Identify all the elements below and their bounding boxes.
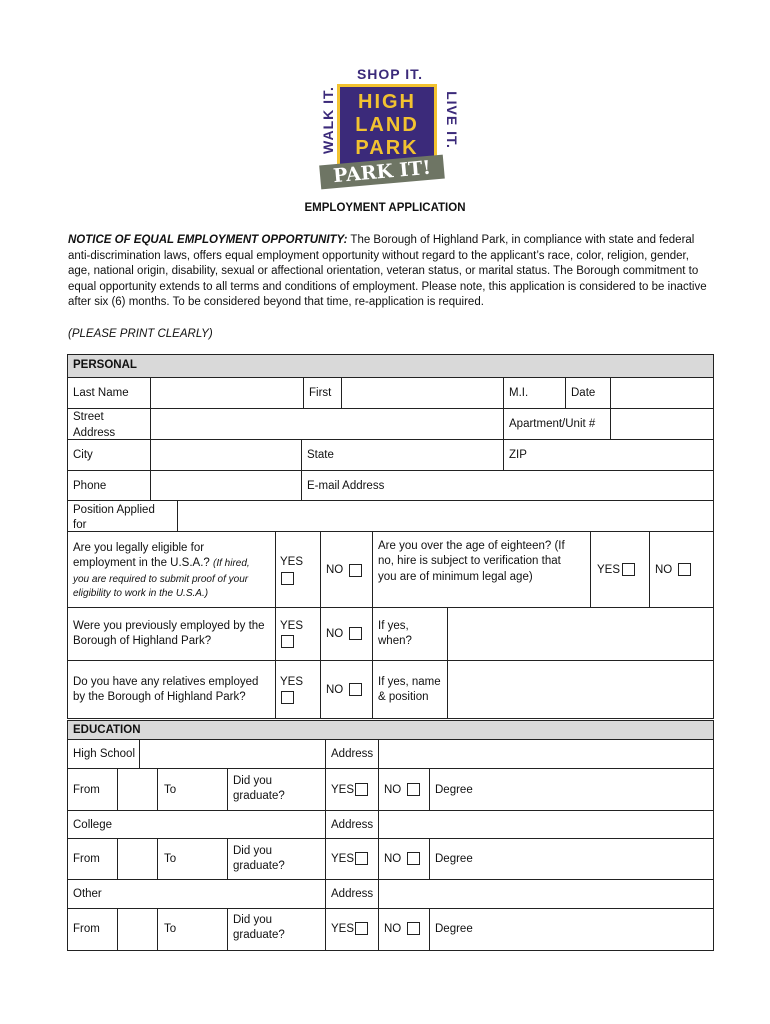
logo: [312, 62, 462, 192]
college-no-checkbox[interactable]: [407, 852, 420, 865]
other-to-label: To: [164, 923, 177, 935]
middle-initial-label: M.I.: [509, 387, 529, 399]
position-label-2: for: [73, 519, 87, 531]
college-degree-label: Degree: [435, 853, 473, 865]
other-no-checkbox[interactable]: [407, 922, 420, 935]
first-name-input[interactable]: [342, 378, 503, 408]
last-name-label: Last Name: [73, 387, 129, 399]
zip-label: ZIP: [509, 449, 527, 461]
rel-no-checkbox[interactable]: [349, 683, 362, 696]
notice-lead: NOTICE OF EQUAL EMPLOYMENT OPPORTUNITY:: [68, 234, 348, 246]
logo-left-text: WALK IT.: [320, 86, 336, 154]
college-address-input[interactable]: [379, 811, 713, 838]
hs-no-checkbox[interactable]: [407, 783, 420, 796]
hs-yes-label: YES: [331, 784, 355, 796]
other-address-label: Address: [331, 888, 374, 900]
college-to-label: To: [164, 853, 177, 865]
date-label: Date: [571, 387, 596, 399]
other-no-label: NO: [384, 923, 402, 935]
apartment-input[interactable]: [611, 409, 713, 439]
age-yes-label: YES: [597, 564, 621, 576]
logo-line-3: PARK: [355, 137, 419, 159]
street-label-2: Address: [73, 427, 116, 439]
personal-header-bg: [67, 355, 714, 377]
logo-right-text: LIVE IT.: [444, 91, 460, 149]
state-label: State: [307, 449, 334, 461]
city-input[interactable]: [151, 440, 301, 470]
college-yes-label: YES: [331, 853, 355, 865]
other-address-input[interactable]: [379, 880, 713, 908]
date-input[interactable]: [611, 378, 713, 408]
phone-label: Phone: [73, 480, 107, 492]
phone-input[interactable]: [151, 471, 301, 500]
college-from-label: From: [73, 853, 100, 865]
last-name-input[interactable]: [151, 378, 303, 408]
college-yes-checkbox[interactable]: [355, 852, 368, 865]
education-header-bg: [67, 721, 714, 739]
other-degree-label: Degree: [435, 923, 473, 935]
logo-banner-text: PARK IT!: [332, 156, 432, 188]
prev-no-checkbox[interactable]: [349, 627, 362, 640]
hs-degree-label: Degree: [435, 784, 473, 796]
college-label: College: [73, 819, 112, 831]
print-clearly-note: (PLEASE PRINT CLEARLY): [68, 328, 213, 340]
rel-name-input[interactable]: [448, 661, 713, 718]
college-no-label: NO: [384, 853, 402, 865]
college-address-label: Address: [331, 819, 374, 831]
education-header: EDUCATION: [73, 724, 141, 736]
logo-line-1: HIGH: [358, 91, 416, 113]
rel-yes-checkbox[interactable]: [281, 691, 294, 704]
email-label: E-mail Address: [307, 480, 385, 492]
street-input[interactable]: [151, 409, 503, 439]
position-input[interactable]: [178, 501, 713, 531]
personal-header: PERSONAL: [73, 359, 137, 371]
other-from-label: From: [73, 923, 100, 935]
other-label: Other: [73, 888, 102, 900]
page-title: EMPLOYMENT APPLICATION: [304, 202, 466, 214]
logo-line-2: LAND: [355, 114, 419, 136]
rel-no-label: NO: [326, 684, 344, 696]
street-label: Street: [73, 411, 104, 423]
city-label: City: [73, 449, 93, 461]
hs-yes-checkbox[interactable]: [355, 783, 368, 796]
high-school-address-input[interactable]: [379, 740, 713, 768]
prev-no-label: NO: [326, 628, 344, 640]
hs-no-label: NO: [384, 784, 402, 796]
other-yes-label: YES: [331, 923, 355, 935]
equal-opportunity-notice: [68, 233, 708, 311]
high-school-input[interactable]: [140, 740, 325, 768]
apartment-label: Apartment/Unit #: [509, 418, 596, 430]
high-school-address-label: Address: [331, 748, 374, 760]
eligible-yes-checkbox[interactable]: [281, 572, 294, 585]
hs-from-label: From: [73, 784, 100, 796]
other-input[interactable]: [68, 880, 325, 908]
eligible-no-checkbox[interactable]: [349, 564, 362, 577]
eligible-no-label: NO: [326, 564, 344, 576]
age-no-label: NO: [655, 564, 673, 576]
eligible-yes-label: YES: [280, 556, 304, 568]
prev-when-input[interactable]: [448, 608, 713, 660]
first-name-label: First: [309, 387, 332, 399]
age-yes-checkbox[interactable]: [622, 563, 635, 576]
hs-to-label: To: [164, 784, 177, 796]
position-label: Position Applied: [73, 504, 155, 516]
high-school-label: High School: [73, 748, 136, 760]
prev-yes-checkbox[interactable]: [281, 635, 294, 648]
notice-body: The Borough of Highland Park, in compliance with state and federal anti-discrimination laws, offers equal employment opportunity without regard to the applicant’s race, color, religion, gender, age, national origin, disability, sexual or affectional orientation, veteran status, or marital status. The Borough commitment to equal opportunity extends to all terms and conditions of employment. Please note, this application is considered to be inactive after six (6) months. To be considered beyond that time, re-application is required.: [68, 234, 707, 309]
college-input[interactable]: [68, 811, 325, 838]
other-yes-checkbox[interactable]: [355, 922, 368, 935]
logo-top-text: SHOP IT.: [356, 66, 424, 82]
age-no-checkbox[interactable]: [678, 563, 691, 576]
prev-yes-label: YES: [280, 620, 304, 632]
rel-yes-label: YES: [280, 676, 304, 688]
